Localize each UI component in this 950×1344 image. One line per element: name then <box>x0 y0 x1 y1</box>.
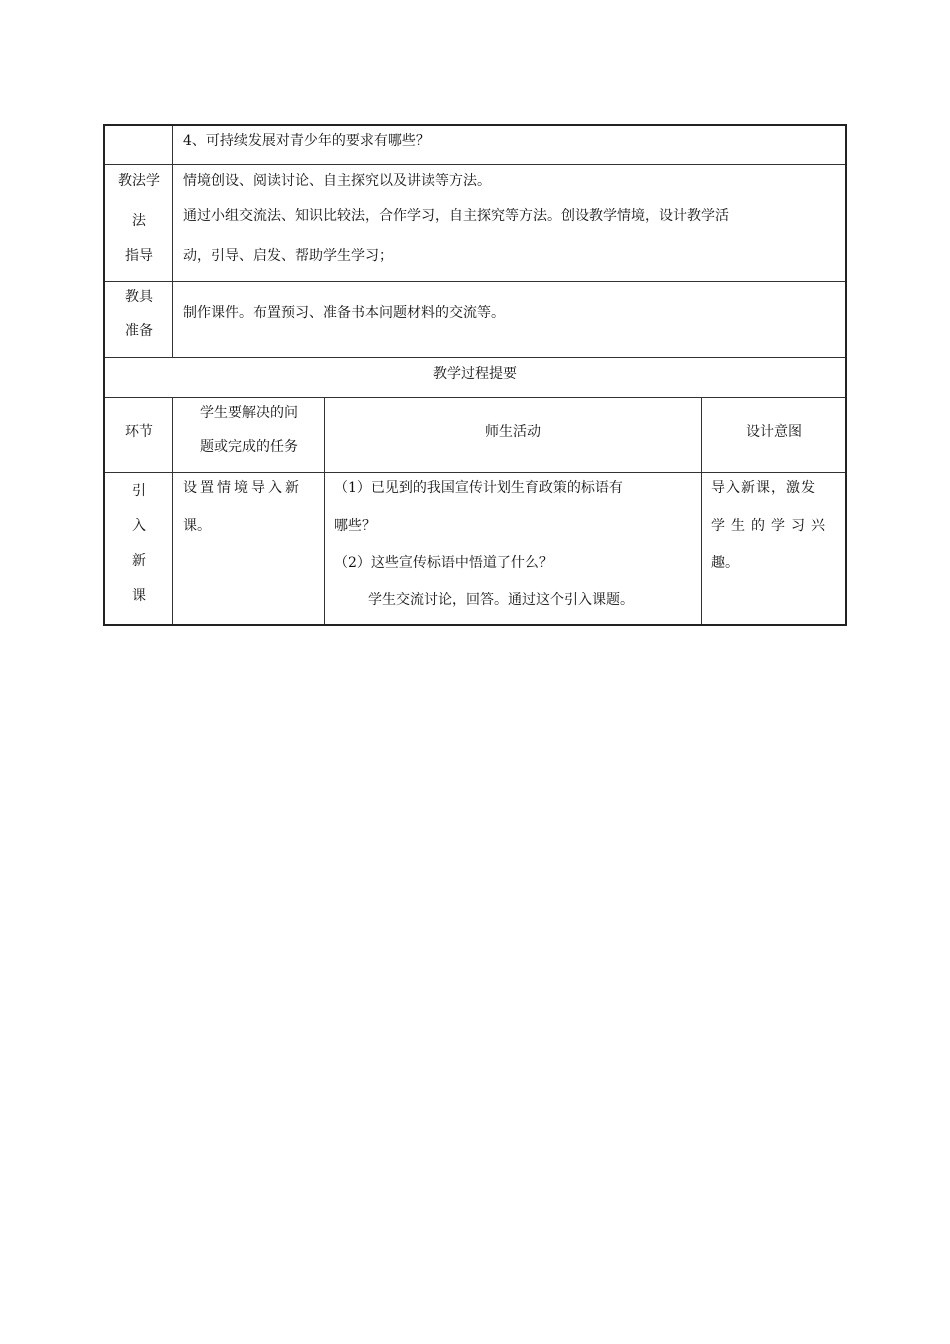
intent-text: 学生的学习兴 <box>711 518 831 534</box>
row-divider <box>105 357 845 358</box>
header-task: 学生要解决的问 <box>200 405 298 421</box>
intent-text: 趣。 <box>711 555 739 571</box>
stage-char: 引 <box>132 483 146 499</box>
methods-label: 指导 <box>125 248 153 264</box>
column-divider <box>172 126 173 357</box>
task-text: 设置情境导入新 <box>183 480 302 496</box>
header-stage: 环节 <box>125 424 153 440</box>
methods-label: 教法学 <box>118 173 160 189</box>
tools-label: 准备 <box>125 323 153 339</box>
objective-item: 4、可持续发展对青少年的要求有哪些？ <box>183 133 430 149</box>
header-task: 题或完成的任务 <box>200 439 298 455</box>
column-divider <box>324 397 325 624</box>
methods-text: 动，引导、启发、帮助学生学习； <box>183 248 393 264</box>
tools-text: 制作课件。布置预习、准备书本问题材料的交流等。 <box>183 305 505 321</box>
methods-label: 法 <box>132 213 146 229</box>
row-divider <box>105 397 845 398</box>
methods-text: 通过小组交流法、知识比较法，合作学习，自主探究等方法。创设教学情境，设计教学活 <box>183 208 729 224</box>
row-divider <box>105 472 845 473</box>
header-intent: 设计意图 <box>746 424 802 440</box>
row-divider <box>105 164 845 165</box>
column-divider <box>701 397 702 624</box>
intent-text: 导入新课，激发 <box>711 480 816 496</box>
stage-char: 新 <box>132 553 146 569</box>
task-text: 课。 <box>183 518 211 534</box>
activity-text: （2）这些宣传标语中悟道了什么？ <box>334 555 553 571</box>
stage-char: 入 <box>132 518 146 534</box>
header-activity: 师生活动 <box>485 424 541 440</box>
activity-text: （1）已见到的我国宣传计划生育政策的标语有 <box>334 480 623 496</box>
tools-label: 教具 <box>125 289 153 305</box>
activity-text: 学生交流讨论，回答。通过这个引入课题。 <box>368 592 634 608</box>
row-divider <box>105 281 845 282</box>
methods-text: 情境创设、阅读讨论、自主探究以及讲读等方法。 <box>183 173 491 189</box>
stage-char: 课 <box>132 588 146 604</box>
column-divider <box>172 397 173 624</box>
process-title: 教学过程提要 <box>433 366 517 382</box>
activity-text: 哪些？ <box>334 518 376 534</box>
